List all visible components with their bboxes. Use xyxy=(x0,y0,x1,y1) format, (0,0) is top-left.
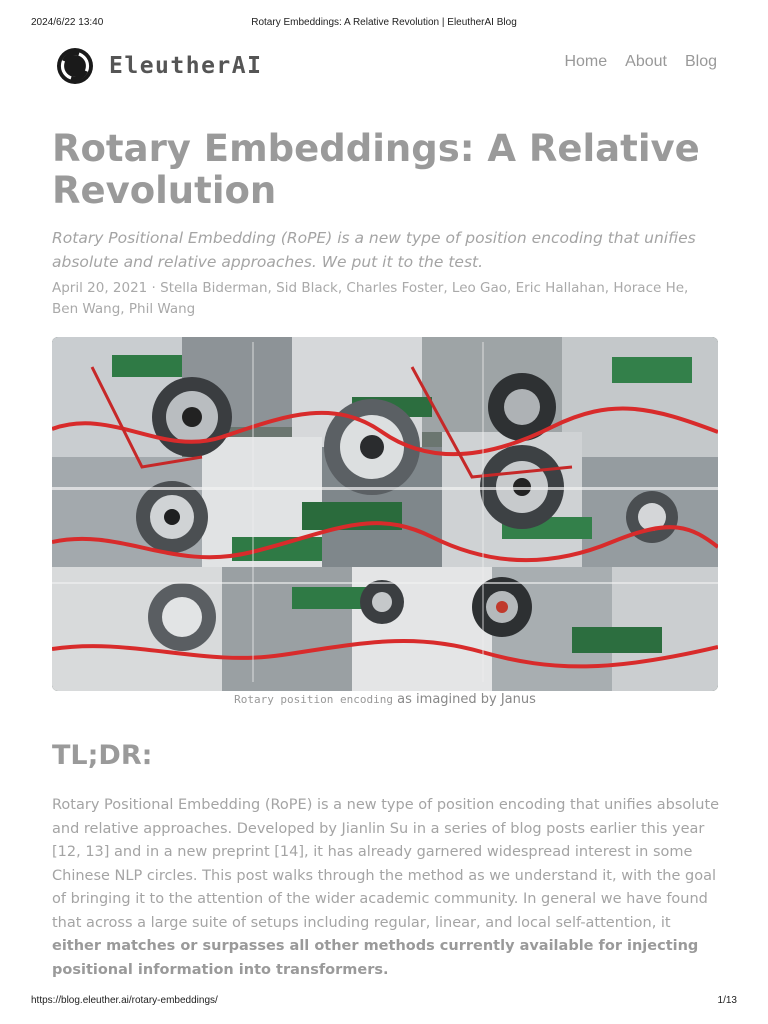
brand-name: EleutherAI xyxy=(109,53,263,79)
nav-home-link[interactable]: Home xyxy=(564,53,608,70)
print-footer xyxy=(0,995,768,1009)
hero-caption xyxy=(52,692,718,707)
article-title: Rotary Embeddings: A Relative Revolution xyxy=(52,127,700,212)
nav-blog-link[interactable]: Blog xyxy=(684,53,717,70)
article-subtitle: Rotary Positional Embedding (RoPE) is a new type of position encoding that unifies absolute and relative approaches. We put it to the test. xyxy=(52,229,696,271)
article-meta: April 20, 2021 · Stella Biderman, Sid Black, Charles Foster, Leo Gao, Eric Hallahan, Horace He, Ben Wang, Phil Wang xyxy=(52,280,689,317)
caption-code: Rotary position encoding xyxy=(234,693,394,706)
site-nav xyxy=(52,44,718,88)
tldr-heading: TL;DR: xyxy=(52,740,153,771)
eleutherai-logo-icon xyxy=(55,46,95,86)
tldr-paragraph-emphasis: either matches or surpasses all other methods currently available for injecting positional information into transformers. xyxy=(52,938,699,978)
print-url: https://blog.eleuther.ai/rotary-embeddings/ xyxy=(31,995,218,1006)
hero-image xyxy=(52,337,718,691)
print-page-number: 1/13 xyxy=(717,995,737,1006)
print-timestamp: 2024/6/22 13:40 xyxy=(31,17,104,28)
site-logo[interactable] xyxy=(55,46,262,86)
nav-links xyxy=(564,53,717,71)
tldr-paragraph xyxy=(52,794,722,982)
print-page-title: Rotary Embeddings: A Relative Revolution | EleutherAI Blog xyxy=(251,17,517,28)
print-header xyxy=(0,14,768,30)
caption-text: as imagined by Janus xyxy=(397,692,536,707)
nav-about-link[interactable]: About xyxy=(625,53,667,70)
hero-image-art xyxy=(52,337,718,691)
tldr-paragraph-text: Rotary Positional Embedding (RoPE) is a new type of position encoding that unifies absolute and relative approaches. Developed by Jianlin Su in a series of blog posts earlier this year [12, 13] and in a new preprint [14], it has already garnered widespread interest in some Chinese NLP circles. This post walks through the method as we understand it, with the goal of bringing it to the attention of the wider academic community. In general we have found that across a large suite of setups including regular, linear, and local self-attention, it xyxy=(52,797,720,931)
